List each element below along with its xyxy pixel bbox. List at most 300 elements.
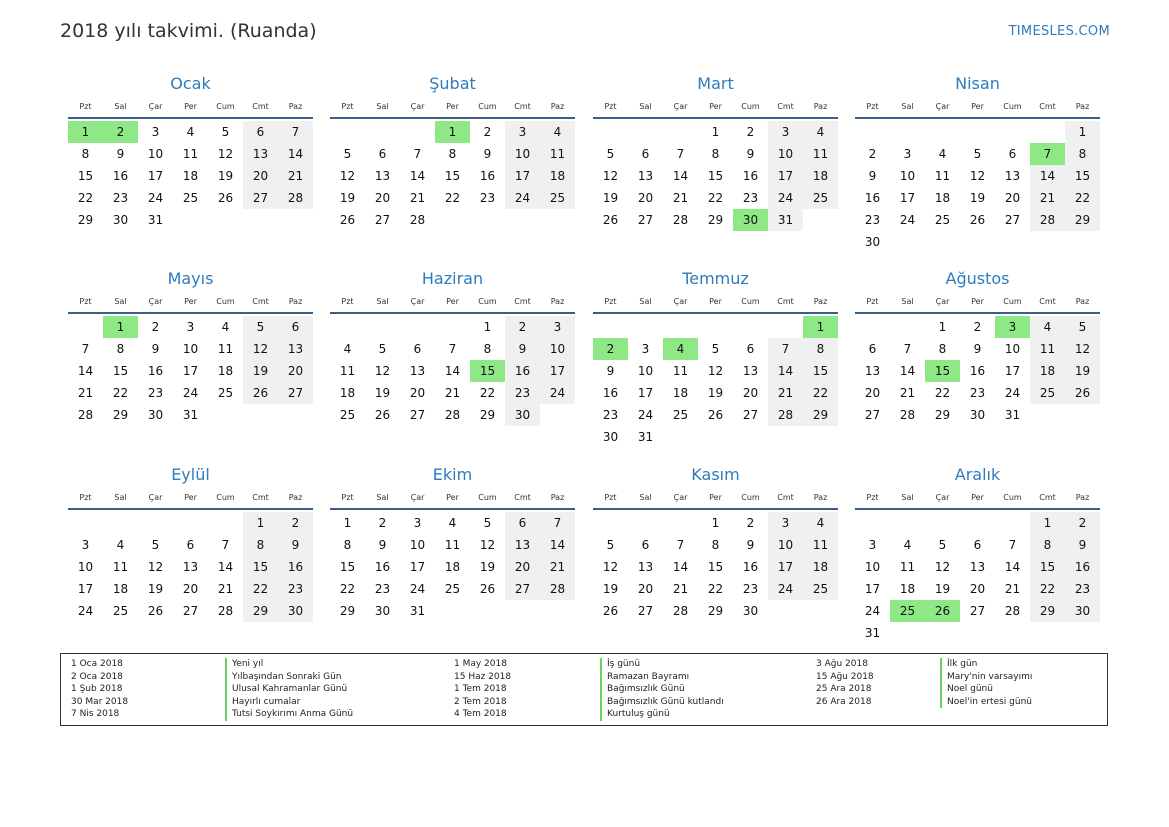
holiday-day-cell: 4	[663, 338, 698, 360]
month-name: Kasım	[691, 465, 740, 484]
weekday-label: Sal	[901, 493, 914, 502]
day-cell: 26	[339, 213, 356, 227]
day-cell: 21	[768, 382, 803, 404]
day-cell: 12	[934, 560, 951, 574]
day-cell: 31	[182, 408, 199, 422]
weekday-label: Paz	[288, 493, 303, 502]
empty-cell	[960, 512, 995, 534]
day-cell: 15	[444, 169, 461, 183]
day-grid	[68, 121, 313, 231]
day-cell: 10	[637, 364, 654, 378]
day-cell: 9	[116, 147, 125, 161]
weekday-header	[593, 487, 838, 510]
weekday-label: Çar	[410, 102, 425, 111]
day-cell: 23	[1065, 578, 1100, 600]
day-cell: 21	[899, 386, 916, 400]
day-cell: 12	[479, 538, 496, 552]
day-cell: 12	[602, 560, 619, 574]
legend-date: 1 Tem 2018	[454, 684, 507, 694]
day-cell: 22	[77, 191, 94, 205]
day-cell: 23	[278, 578, 313, 600]
day-cell: 7	[676, 538, 685, 552]
month-2	[330, 72, 575, 231]
day-cell: 4	[803, 512, 838, 534]
holiday-day-cell: 15	[470, 360, 505, 382]
day-cell: 10	[505, 143, 540, 165]
day-grid	[855, 512, 1100, 644]
day-cell: 26	[374, 408, 391, 422]
day-cell: 13	[1004, 169, 1021, 183]
day-cell: 16	[602, 386, 619, 400]
holiday-day-cell: 7	[1030, 143, 1065, 165]
day-cell: 29	[112, 408, 129, 422]
day-cell: 18	[899, 582, 916, 596]
day-cell: 12	[339, 169, 356, 183]
day-cell: 20	[864, 386, 881, 400]
day-cell: 25	[339, 408, 356, 422]
day-cell: 18	[803, 165, 838, 187]
weekday-label: Cum	[478, 493, 497, 502]
day-cell: 8	[938, 342, 947, 356]
legend-holiday-name: Ulusal Kahramanlar Günü	[232, 684, 348, 694]
day-cell: 28	[540, 578, 575, 600]
day-cell: 30	[969, 408, 986, 422]
day-cell: 12	[374, 364, 391, 378]
day-grid	[68, 316, 313, 426]
day-cell: 26	[707, 408, 724, 422]
day-cell: 2	[746, 125, 755, 139]
legend-dates	[816, 658, 874, 708]
legend-date: 2 Oca 2018	[71, 671, 123, 682]
day-cell: 3	[413, 516, 422, 530]
day-cell: 21	[672, 191, 689, 205]
day-cell: 9	[746, 147, 755, 161]
month-9	[68, 463, 313, 622]
day-cell: 29	[1065, 209, 1100, 231]
weekday-header	[593, 96, 838, 119]
weekday-label: Cum	[216, 493, 235, 502]
day-cell: 19	[1065, 360, 1100, 382]
legend-holiday-name: Noel günü	[947, 684, 993, 694]
weekday-label: Per	[184, 102, 197, 111]
day-cell: 1	[938, 320, 947, 334]
weekday-label: Çar	[673, 102, 688, 111]
weekday-label: Cmt	[252, 493, 269, 502]
day-cell: 3	[868, 538, 877, 552]
weekday-header	[68, 291, 313, 314]
day-cell: 12	[147, 560, 164, 574]
legend-date: 2 Tem 2018	[454, 696, 507, 707]
day-cell: 14	[409, 169, 426, 183]
day-cell: 4	[186, 125, 195, 139]
brand-link[interactable]: TIMESLES.COM	[1008, 24, 1110, 39]
month-name: Mayıs	[167, 269, 214, 288]
holiday-day-cell: 1	[103, 316, 138, 338]
weekday-label: Pzt	[604, 493, 617, 502]
day-cell: 5	[483, 516, 492, 530]
month-name: Haziran	[421, 269, 484, 288]
weekday-label: Çar	[673, 297, 688, 306]
day-cell: 23	[505, 382, 540, 404]
legend-holiday-name: Yeni yıl	[232, 659, 264, 669]
day-cell: 5	[378, 342, 387, 356]
weekday-label: Çar	[673, 493, 688, 502]
legend-dates	[454, 658, 511, 721]
day-cell: 23	[742, 191, 759, 205]
day-cell: 8	[803, 338, 838, 360]
day-cell: 16	[742, 560, 759, 574]
day-cell: 30	[602, 430, 619, 444]
day-cell: 3	[768, 512, 803, 534]
day-cell: 30	[278, 600, 313, 622]
day-cell: 26	[147, 604, 164, 618]
day-cell: 13	[637, 560, 654, 574]
legend-holiday-name: Bağımsızlık Günü kutlandı	[607, 696, 724, 707]
day-cell: 27	[182, 604, 199, 618]
day-cell: 7	[413, 147, 422, 161]
holiday-day-cell: 3	[995, 316, 1030, 338]
day-cell: 17	[864, 582, 881, 596]
day-cell: 22	[444, 191, 461, 205]
month-7	[593, 267, 838, 448]
day-cell: 11	[444, 538, 461, 552]
day-cell: 2	[868, 147, 877, 161]
day-cell: 18	[1030, 360, 1065, 382]
day-cell: 18	[444, 560, 461, 574]
month-4	[855, 72, 1100, 253]
empty-cell	[855, 316, 890, 338]
legend-date: 15 Haz 2018	[454, 671, 512, 682]
day-cell: 1	[1030, 512, 1065, 534]
day-cell: 26	[969, 213, 986, 227]
day-cell: 5	[973, 147, 982, 161]
day-cell: 17	[768, 165, 803, 187]
holiday-day-cell: 2	[103, 121, 138, 143]
empty-cell	[628, 316, 663, 338]
calendar-grid	[68, 72, 1102, 647]
day-cell: 8	[711, 147, 720, 161]
empty-cell	[173, 512, 208, 534]
day-cell: 20	[409, 386, 426, 400]
month-name: Mart	[697, 74, 734, 93]
legend-holiday-name: Noel'in ertesi günü	[947, 696, 1032, 707]
day-cell: 21	[540, 556, 575, 578]
legend-date: 1 May 2018	[454, 659, 507, 669]
day-cell: 5	[221, 125, 230, 139]
day-cell: 11	[112, 560, 129, 574]
day-cell: 3	[540, 316, 575, 338]
day-cell: 18	[182, 169, 199, 183]
legend-date: 1 Oca 2018	[71, 659, 123, 669]
weekday-label: Paz	[1075, 493, 1090, 502]
weekday-label: Cmt	[777, 297, 794, 306]
day-grid	[855, 316, 1100, 426]
page-title: 2018 yılı takvimi. (Ruanda)	[60, 20, 317, 42]
month-name: Nisan	[955, 74, 1000, 93]
weekday-label: Cmt	[777, 102, 794, 111]
day-cell: 5	[1065, 316, 1100, 338]
day-cell: 9	[278, 534, 313, 556]
day-cell: 18	[672, 386, 689, 400]
empty-cell	[925, 121, 960, 143]
weekday-label: Sal	[114, 493, 127, 502]
empty-cell	[593, 512, 628, 534]
day-cell: 25	[112, 604, 129, 618]
day-cell: 7	[278, 121, 313, 143]
day-cell: 1	[711, 125, 720, 139]
day-cell: 17	[540, 360, 575, 382]
day-cell: 28	[217, 604, 234, 618]
weekday-label: Cmt	[1039, 297, 1056, 306]
legend-date: 30 Mar 2018	[71, 696, 129, 707]
day-cell: 4	[803, 121, 838, 143]
day-cell: 27	[742, 408, 759, 422]
month-3	[593, 72, 838, 231]
empty-cell	[663, 512, 698, 534]
day-cell: 22	[803, 382, 838, 404]
day-cell: 8	[1065, 143, 1100, 165]
day-cell: 26	[1065, 382, 1100, 404]
day-grid	[593, 316, 838, 448]
day-cell: 28	[899, 408, 916, 422]
day-cell: 25	[803, 187, 838, 209]
day-grid	[330, 512, 575, 622]
day-cell: 13	[637, 169, 654, 183]
day-cell: 27	[374, 213, 391, 227]
day-cell: 24	[409, 582, 426, 596]
legend-date: 3 Ağu 2018	[816, 659, 868, 669]
day-cell: 29	[707, 213, 724, 227]
day-cell: 4	[938, 147, 947, 161]
day-cell: 14	[444, 364, 461, 378]
month-name: Ekim	[432, 465, 473, 484]
day-cell: 27	[864, 408, 881, 422]
empty-cell	[925, 512, 960, 534]
day-cell: 6	[186, 538, 195, 552]
day-cell: 17	[409, 560, 426, 574]
empty-cell	[768, 316, 803, 338]
empty-cell	[68, 512, 103, 534]
empty-cell	[330, 121, 365, 143]
day-cell: 16	[742, 169, 759, 183]
day-cell: 22	[707, 191, 724, 205]
weekday-label: Paz	[550, 102, 565, 111]
day-cell: 17	[77, 582, 94, 596]
day-cell: 23	[479, 191, 496, 205]
weekday-label: Per	[709, 493, 722, 502]
day-cell: 21	[217, 582, 234, 596]
weekday-label: Per	[971, 297, 984, 306]
day-cell: 4	[540, 121, 575, 143]
day-cell: 16	[479, 169, 496, 183]
month-5	[68, 267, 313, 426]
weekday-label: Sal	[376, 297, 389, 306]
weekday-label: Pzt	[866, 297, 879, 306]
day-cell: 23	[147, 386, 164, 400]
empty-cell	[138, 512, 173, 534]
day-cell: 27	[637, 604, 654, 618]
day-cell: 5	[243, 316, 278, 338]
day-cell: 7	[676, 147, 685, 161]
day-cell: 2	[378, 516, 387, 530]
empty-cell	[593, 121, 628, 143]
month-8	[855, 267, 1100, 426]
weekday-label: Per	[184, 297, 197, 306]
weekday-label: Paz	[813, 102, 828, 111]
day-cell: 28	[77, 408, 94, 422]
day-cell: 6	[868, 342, 877, 356]
day-cell: 22	[1030, 578, 1065, 600]
day-cell: 19	[602, 582, 619, 596]
day-cell: 21	[1004, 582, 1021, 596]
day-cell: 19	[339, 191, 356, 205]
empty-cell	[628, 121, 663, 143]
day-cell: 4	[221, 320, 230, 334]
month-6	[330, 267, 575, 426]
weekday-label: Çar	[935, 297, 950, 306]
day-cell: 2	[746, 516, 755, 530]
day-cell: 24	[147, 191, 164, 205]
empty-cell	[68, 316, 103, 338]
weekday-header	[855, 291, 1100, 314]
day-cell: 16	[112, 169, 129, 183]
day-cell: 28	[409, 213, 426, 227]
day-cell: 21	[77, 386, 94, 400]
day-cell: 21	[672, 582, 689, 596]
day-grid	[593, 512, 838, 622]
day-cell: 10	[409, 538, 426, 552]
day-cell: 9	[151, 342, 160, 356]
day-cell: 19	[934, 582, 951, 596]
day-cell: 1	[483, 320, 492, 334]
day-cell: 29	[707, 604, 724, 618]
empty-cell	[400, 316, 435, 338]
month-name: Ocak	[170, 74, 211, 93]
day-cell: 7	[81, 342, 90, 356]
day-cell: 12	[243, 338, 278, 360]
day-cell: 7	[903, 342, 912, 356]
weekday-label: Pzt	[341, 493, 354, 502]
day-cell: 11	[540, 143, 575, 165]
day-cell: 7	[448, 342, 457, 356]
day-cell: 14	[278, 143, 313, 165]
legend-date: 1 Şub 2018	[71, 684, 123, 694]
day-cell: 17	[505, 165, 540, 187]
day-cell: 16	[505, 360, 540, 382]
day-cell: 12	[707, 364, 724, 378]
weekday-header	[855, 96, 1100, 119]
day-cell: 27	[969, 604, 986, 618]
day-cell: 24	[540, 382, 575, 404]
month-name: Şubat	[429, 74, 476, 93]
day-cell: 23	[742, 582, 759, 596]
day-cell: 6	[973, 538, 982, 552]
weekday-label: Paz	[550, 493, 565, 502]
day-cell: 18	[339, 386, 356, 400]
legend-date: 25 Ara 2018	[816, 684, 872, 694]
weekday-label: Çar	[410, 493, 425, 502]
empty-cell	[330, 316, 365, 338]
day-grid	[330, 121, 575, 231]
weekday-label: Sal	[114, 297, 127, 306]
empty-cell	[435, 316, 470, 338]
legend-holiday-name: Bağımsızlık Günü	[607, 684, 685, 694]
weekday-header	[68, 96, 313, 119]
day-cell: 5	[606, 147, 615, 161]
day-cell: 27	[243, 187, 278, 209]
day-cell: 1	[711, 516, 720, 530]
day-cell: 21	[444, 386, 461, 400]
day-cell: 7	[540, 512, 575, 534]
month-12	[855, 463, 1100, 644]
weekday-label: Cmt	[252, 297, 269, 306]
day-cell: 8	[243, 534, 278, 556]
day-cell: 20	[505, 556, 540, 578]
day-cell: 28	[1030, 209, 1065, 231]
holiday-day-cell: 15	[925, 360, 960, 382]
empty-cell	[995, 512, 1030, 534]
day-cell: 4	[1030, 316, 1065, 338]
weekday-label: Per	[446, 102, 459, 111]
day-cell: 11	[899, 560, 916, 574]
day-cell: 11	[803, 534, 838, 556]
day-cell: 29	[479, 408, 496, 422]
day-cell: 29	[934, 408, 951, 422]
day-cell: 13	[182, 560, 199, 574]
day-cell: 29	[243, 600, 278, 622]
day-cell: 5	[343, 147, 352, 161]
day-cell: 30	[112, 213, 129, 227]
legend-names	[600, 658, 724, 721]
holiday-legend	[60, 653, 1108, 726]
weekday-label: Paz	[288, 297, 303, 306]
empty-cell	[365, 121, 400, 143]
empty-cell	[890, 121, 925, 143]
day-cell: 6	[378, 147, 387, 161]
day-cell: 14	[899, 364, 916, 378]
day-cell: 31	[864, 626, 881, 640]
weekday-label: Pzt	[866, 102, 879, 111]
day-cell: 9	[483, 147, 492, 161]
day-cell: 17	[768, 556, 803, 578]
day-cell: 13	[243, 143, 278, 165]
day-cell: 15	[339, 560, 356, 574]
legend-date: 15 Ağu 2018	[816, 671, 874, 682]
day-cell: 14	[1004, 560, 1021, 574]
day-cell: 21	[409, 191, 426, 205]
weekday-label: Cum	[1003, 297, 1022, 306]
weekday-label: Per	[971, 102, 984, 111]
day-cell: 25	[444, 582, 461, 596]
month-name: Temmuz	[682, 269, 749, 288]
month-name: Ağustos	[945, 269, 1010, 288]
day-cell: 20	[742, 386, 759, 400]
day-cell: 27	[637, 213, 654, 227]
day-cell: 12	[969, 169, 986, 183]
day-cell: 15	[707, 560, 724, 574]
day-cell: 14	[768, 360, 803, 382]
day-cell: 12	[217, 147, 234, 161]
weekday-label: Pzt	[79, 297, 92, 306]
day-cell: 18	[803, 556, 838, 578]
day-cell: 2	[278, 512, 313, 534]
day-cell: 24	[864, 604, 881, 618]
day-cell: 16	[147, 364, 164, 378]
day-cell: 14	[217, 560, 234, 574]
day-cell: 8	[1030, 534, 1065, 556]
day-cell: 24	[768, 578, 803, 600]
day-cell: 27	[278, 382, 313, 404]
